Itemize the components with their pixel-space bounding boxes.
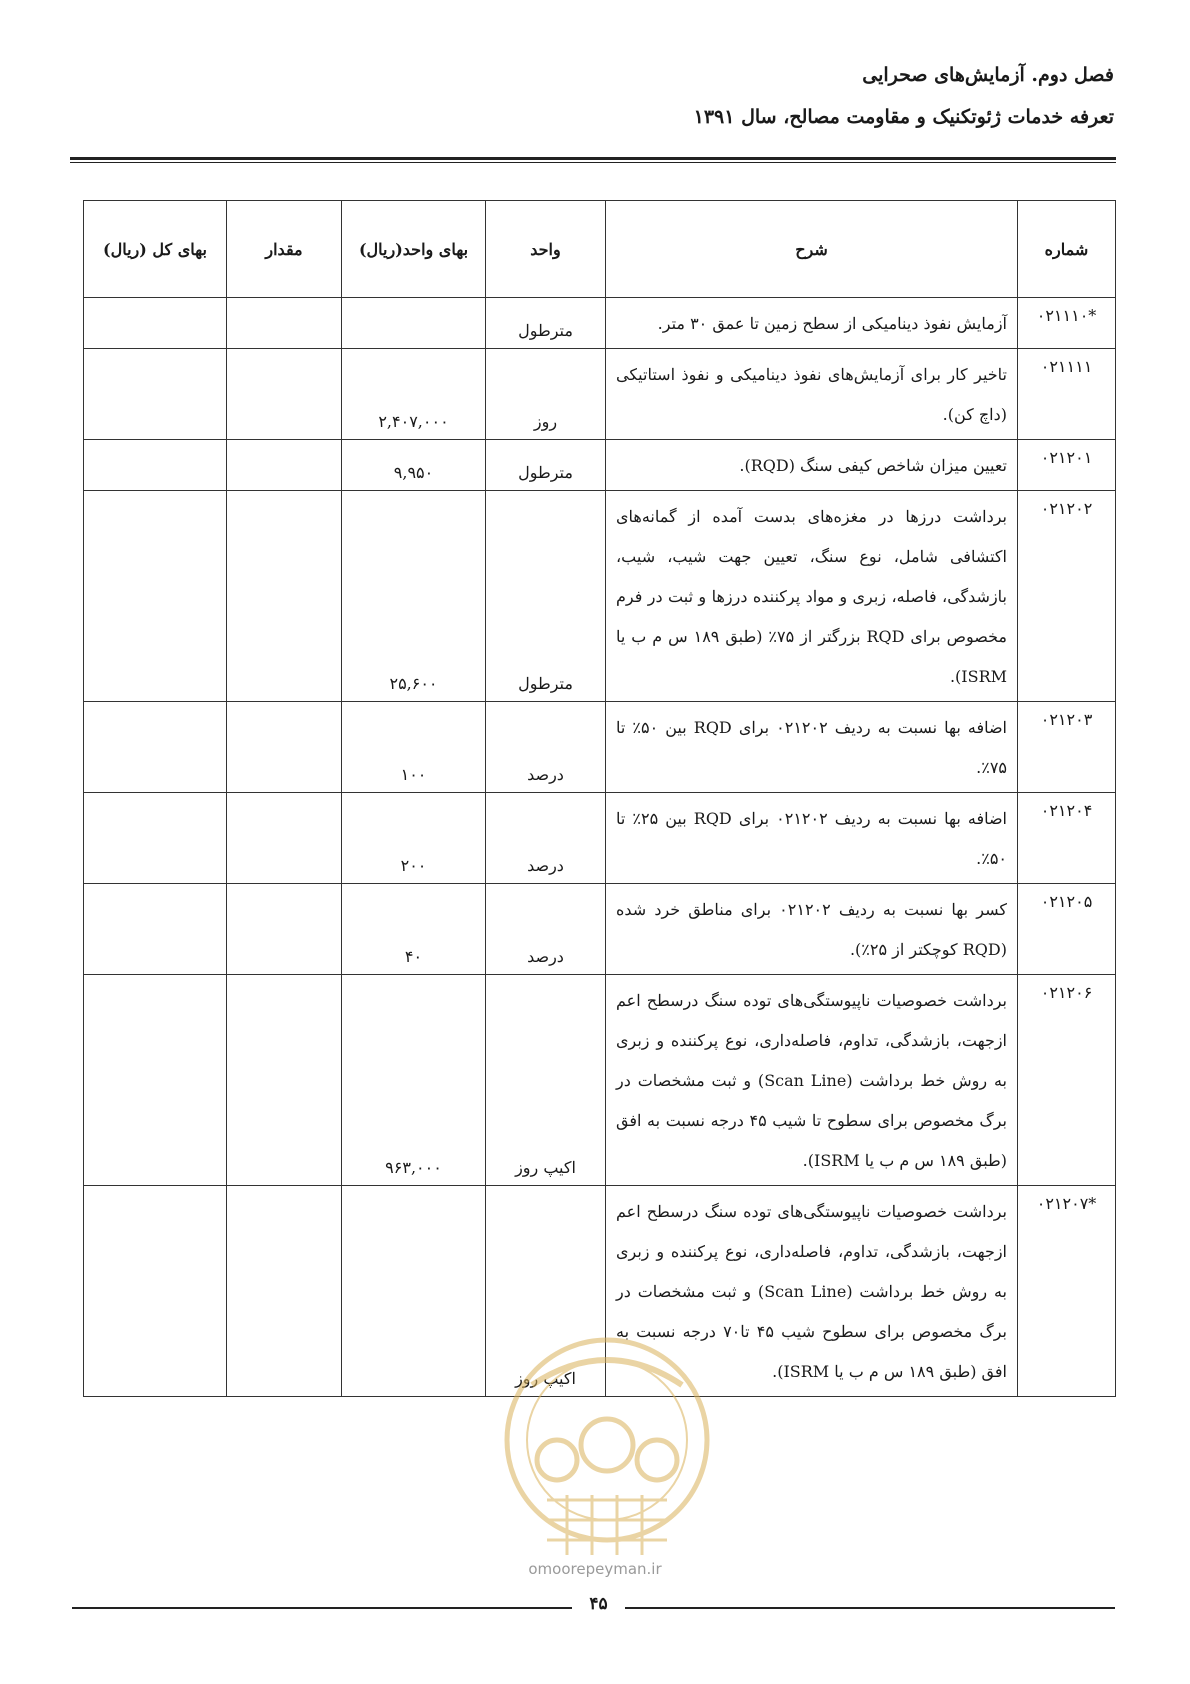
row-unit-price: ۲,۴۰۷,۰۰۰ — [342, 349, 486, 440]
row-unit-price — [342, 1186, 486, 1397]
row-code: *۰۲۱۲۰۷ — [1018, 1186, 1116, 1397]
row-unit-price: ۹,۹۵۰ — [342, 440, 486, 491]
row-code: ۰۲۱۲۰۲ — [1018, 491, 1116, 702]
footer-rule-left — [72, 1607, 572, 1609]
page-number: ۴۵ — [589, 1594, 608, 1614]
row-description: اضافه بها نسبت به ردیف ۰۲۱۲۰۲ برای RQD بین ۲۵٪ تا ۵۰٪. — [606, 793, 1018, 884]
row-code: ۰۲۱۲۰۵ — [1018, 884, 1116, 975]
row-description: کسر بها نسبت به ردیف ۰۲۱۲۰۲ برای مناطق خرد شده (RQD کوچکتر از ۲۵٪). — [606, 884, 1018, 975]
header-unit: واحد — [486, 201, 606, 298]
row-qty — [227, 884, 342, 975]
row-unit-price: ۹۶۳,۰۰۰ — [342, 975, 486, 1186]
header-desc: شرح — [606, 201, 1018, 298]
table-row — [84, 793, 1116, 884]
row-code: ۰۲۱۲۰۳ — [1018, 702, 1116, 793]
table-row — [84, 440, 1116, 491]
row-unit-price: ۲۵,۶۰۰ — [342, 491, 486, 702]
row-code: ۰۲۱۱۱۱ — [1018, 349, 1116, 440]
row-unit: درصد — [486, 793, 606, 884]
row-total — [84, 298, 227, 349]
row-total — [84, 491, 227, 702]
table-row — [84, 298, 1116, 349]
table-header-row — [84, 201, 1116, 298]
header-unit-price: بهای واحد(ریال) — [342, 201, 486, 298]
table-row — [84, 884, 1116, 975]
row-code: ۰۲۱۲۰۴ — [1018, 793, 1116, 884]
header-rule-thick — [70, 157, 1116, 160]
footer-rule-right — [625, 1607, 1115, 1609]
row-description: برداشت خصوصیات ناپیوستگی‌های توده سنگ درسطح اعم ازجهت، بازشدگی، تداوم، فاصله‌داری، نوع پرکننده و زبری به روش خط برداشت (Scan Line) و ثبت مشخصات در برگ مخصوص برای سطوح تا شیب ۴۵ درجه نسبت به افق (طبق ۱۸۹ س م ب یا ISRM). — [606, 975, 1018, 1186]
page-header — [74, 58, 1114, 134]
row-qty — [227, 440, 342, 491]
row-qty — [227, 491, 342, 702]
row-unit-price: ۱۰۰ — [342, 702, 486, 793]
row-description: آزمایش نفوذ دینامیکی از سطح زمین تا عمق ۳۰ متر. — [606, 298, 1018, 349]
tariff-table — [83, 200, 1116, 1397]
document-subtitle: تعرفه خدمات ژئوتکنیک و مقاومت مصالح، سال ۱۳۹۱ — [693, 106, 1114, 128]
header-total: بهای کل (ریال) — [84, 201, 227, 298]
row-qty — [227, 975, 342, 1186]
row-description: تعیین میزان شاخص کیفی سنگ (RQD). — [606, 440, 1018, 491]
chapter-title: فصل دوم. آزمایش‌های صحرایی — [862, 64, 1114, 86]
row-unit-price: ۴۰ — [342, 884, 486, 975]
row-qty — [227, 298, 342, 349]
row-total — [84, 975, 227, 1186]
row-qty — [227, 702, 342, 793]
row-total — [84, 884, 227, 975]
watermark-site-text: omoorepeyman.ir — [528, 1560, 662, 1578]
row-qty — [227, 349, 342, 440]
row-description: برداشت درزها در مغزه‌های بدست آمده از گمانه‌های اکتشافی شامل، نوع سنگ، تعیین جهت شیب، شیب، بازشدگی، فاصله، زبری و مواد پرکننده درزها و ثبت در فرم مخصوص برای RQD بزرگتر از ۷۵٪ (طبق ۱۸۹ س م ب یا ISRM). — [606, 491, 1018, 702]
row-unit-price — [342, 298, 486, 349]
row-unit: درصد — [486, 884, 606, 975]
row-unit: اکیپ روز — [486, 975, 606, 1186]
row-description: برداشت خصوصیات ناپیوستگی‌های توده سنگ درسطح اعم ازجهت، بازشدگی، تداوم، فاصله‌داری، نوع پرکننده و زبری به روش خط برداشت (Scan Line) و ثبت مشخصات در برگ مخصوص برای سطوح شیب ۴۵ تا۷۰ درجه نسبت به افق (طبق ۱۸۹ س م ب یا ISRM). — [606, 1186, 1018, 1397]
table-row — [84, 975, 1116, 1186]
table-row — [84, 491, 1116, 702]
row-description: اضافه بها نسبت به ردیف ۰۲۱۲۰۲ برای RQD بین ۵۰٪ تا ۷۵٪. — [606, 702, 1018, 793]
watermark-seal-icon — [492, 1325, 722, 1585]
row-qty — [227, 793, 342, 884]
row-code: ۰۲۱۲۰۶ — [1018, 975, 1116, 1186]
header-code: شماره — [1018, 201, 1116, 298]
table-row — [84, 702, 1116, 793]
header-rule-thin — [70, 162, 1116, 163]
row-unit: مترطول — [486, 491, 606, 702]
row-total — [84, 440, 227, 491]
row-code: ۰۲۱۲۰۱ — [1018, 440, 1116, 491]
table-row — [84, 349, 1116, 440]
row-unit: مترطول — [486, 298, 606, 349]
row-unit: روز — [486, 349, 606, 440]
row-code: *۰۲۱۱۱۰ — [1018, 298, 1116, 349]
row-unit: مترطول — [486, 440, 606, 491]
row-total — [84, 793, 227, 884]
row-unit: اکیپ روز — [486, 1186, 606, 1397]
row-total — [84, 702, 227, 793]
row-total — [84, 1186, 227, 1397]
row-description: تاخیر کار برای آزمایش‌های نفوذ دینامیکی و نفوذ استاتیکی (داچ کن). — [606, 349, 1018, 440]
row-qty — [227, 1186, 342, 1397]
header-qty: مقدار — [227, 201, 342, 298]
row-unit: درصد — [486, 702, 606, 793]
row-unit-price: ۲۰۰ — [342, 793, 486, 884]
row-total — [84, 349, 227, 440]
